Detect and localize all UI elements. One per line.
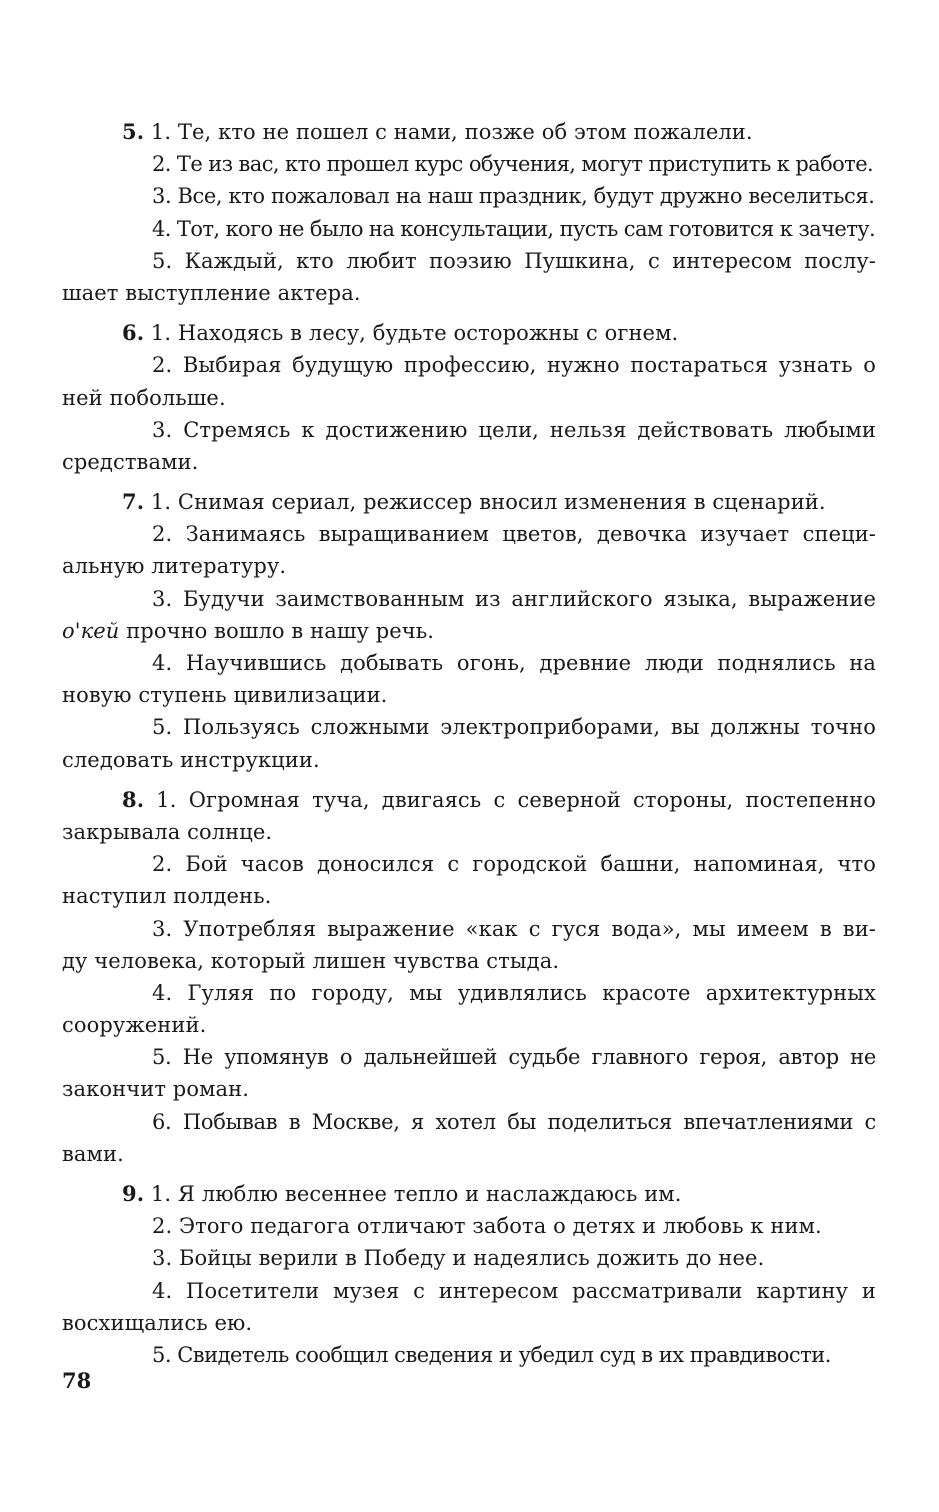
exercise-7 [62, 486, 876, 776]
italic-term: о'кей [62, 618, 120, 643]
sentence: 2. Занимаясь выращиванием цветов, девочка изучает специ- [152, 522, 876, 547]
exercise-6 [62, 317, 876, 478]
sentence: 2. Выбирая будущую профессию, нужно постараться узнать о [152, 353, 876, 378]
exercise-number: 9. [122, 1181, 145, 1206]
sentence: 2. Те из вас, кто прошел курс обучения, могут приступить к работе. [152, 152, 874, 177]
sentence-continuation: наступил полдень. [62, 884, 272, 909]
sentence: 5. Не упомянув о дальнейшей судьбе главного героя, автор не [152, 1045, 876, 1070]
sentence: 3. Употребляя выражение «как с гуся вода», мы имеем в ви- [152, 916, 876, 941]
exercise-9 [62, 1178, 876, 1371]
sentence: 4. Гуляя по городу, мы удивлялись красоте архитектурных [152, 980, 876, 1005]
sentence-continuation: закрывала солнце. [62, 819, 273, 844]
sentence-continuation: закончит роман. [62, 1077, 250, 1102]
sentence: 5. Каждый, кто любит поэзию Пушкина, с интересом послу- [152, 248, 876, 273]
sentence: 4. Посетители музея с интересом рассматривали картину и [152, 1278, 876, 1303]
sentence: 1. Я люблю весеннее тепло и наслаждаюсь им. [150, 1182, 682, 1206]
sentence: 1. Снимая сериал, режиссер вносил изменения в сценарий. [150, 490, 826, 515]
sentence: 1. Те, кто не пошел с нами, позже об этом пожалели. [150, 120, 753, 144]
sentence: 4. Научившись добывать огонь, древние люди поднялись на [152, 651, 876, 675]
sentence-continuation: шает выступление актера. [62, 280, 361, 305]
sentence-continuation: сооружений. [62, 1013, 207, 1038]
sentence: 6. Побывав в Москве, я хотел бы поделиться впечатлениями с [152, 1109, 876, 1134]
sentence-continuation: вами. [62, 1141, 124, 1166]
sentence: 3. Стремясь к достижению цели, нельзя действовать любыми [152, 417, 876, 442]
exercise-5 [62, 116, 876, 309]
exercise-number: 5. [122, 119, 145, 144]
sentence: 4. Тот, кого не было на консультации, пусть сам готовится к зачету. [152, 216, 876, 241]
sentence: 3. Бойцы верили в Победу и надеялись дожить до нее. [152, 1246, 765, 1271]
sentence: 3. Будучи заимствованным из английского языка, выражение [152, 586, 876, 611]
sentence-continuation: ней побольше. [62, 385, 226, 410]
sentence: 1. Огромная туча, двигаясь с северной стороны, постепенно [156, 787, 876, 812]
sentence: 5. Пользуясь сложными электроприборами, вы должны точно [152, 715, 876, 740]
exercise-number: 8. [122, 786, 145, 812]
page-body [62, 116, 876, 1371]
sentence: 2. Этого педагога отличают забота о детях и любовь к ним. [152, 1214, 822, 1239]
sentence-continuation: восхищались ею. [62, 1310, 253, 1335]
sentence: 3. Все, кто пожаловал на наш праздник, будут дружно веселиться. [152, 184, 875, 209]
sentence: 5. Свидетель сообщил сведения и убедил суд в их правдивости. [152, 1342, 831, 1367]
sentence-continuation: новую ступень цивилизации. [62, 683, 388, 708]
sentence-continuation: ду человека, который лишен чувства стыда. [62, 948, 560, 973]
exercise-8 [62, 784, 876, 1170]
sentence-continuation: альную литературу. [62, 554, 287, 579]
sentence: 2. Бой часов доносился с городской башни, напоминая, что [152, 852, 876, 877]
page-number: 78 [62, 1368, 92, 1393]
sentence-continuation: следовать инструкции. [62, 747, 320, 772]
exercise-number: 6. [122, 320, 145, 346]
sentence-continuation: о'кей прочно вошло в нашу речь. [62, 618, 435, 643]
exercise-number: 7. [122, 489, 145, 515]
sentence-continuation: средствами. [62, 449, 199, 474]
sentence: 1. Находясь в лесу, будьте осторожны с огнем. [150, 321, 679, 346]
